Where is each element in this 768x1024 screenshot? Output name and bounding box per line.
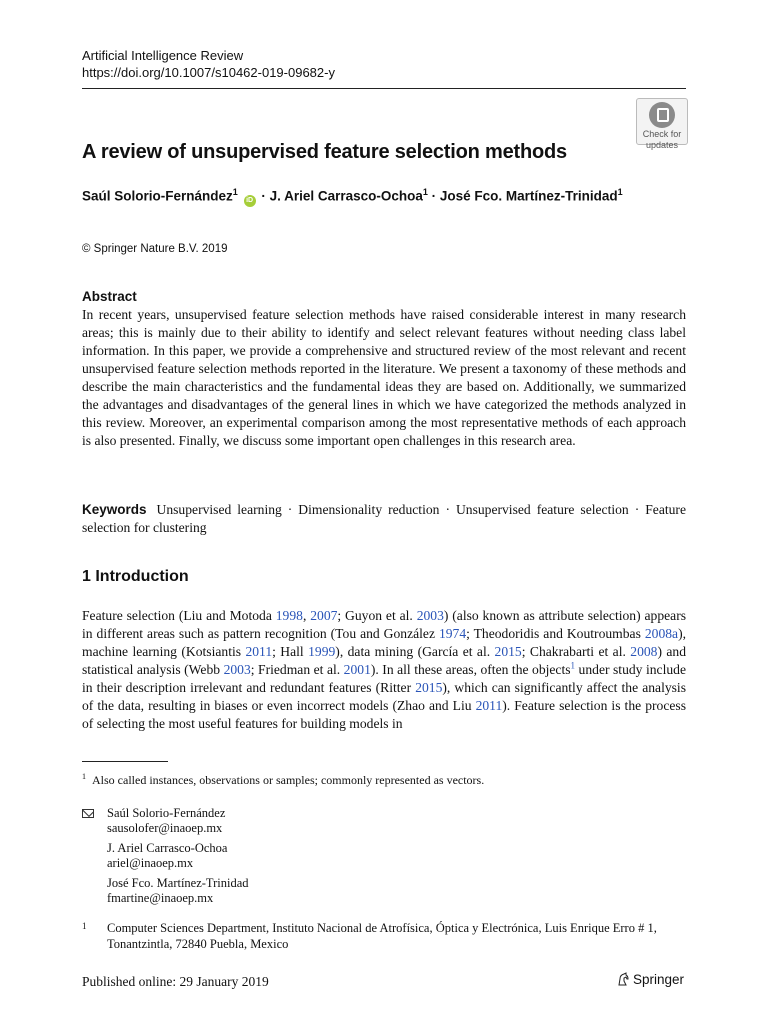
contact-author-1 [107, 806, 225, 836]
doi-link[interactable]: https://doi.org/10.1007/s10462-019-09682-y [82, 65, 335, 80]
intro-text: ) and statistical analysis (Webb [82, 644, 687, 677]
citation-link[interactable]: 2003 [416, 608, 444, 623]
intro-text: ), which can significantly affect the analysis of the data, resulting in biases or even incorrect models (Zhao and Liu [82, 680, 686, 713]
contact-email[interactable]: fmartine@inaoep.mx [107, 891, 214, 905]
author-1: Saúl Solorio-Fernández [82, 188, 233, 204]
intro-text: ). Feature selection is the process of selecting the most useful features for building models in [82, 698, 686, 731]
intro-text: ; Theodoridis and Koutroumbas [466, 626, 645, 641]
abstract-text: In recent years, unsupervised feature selection methods have raised considerable interest in many research areas; this is mainly due to their ability to identify and select relevant features without needing class label information. In this paper, we provide a comprehensive and structured review of the most relevant and recent unsupervised feature selection methods reported in the literature. We present a taxonomy of these methods and describe the main characteristics and the fundamental ideas they are based on. Additionally, we summarized the advantages and disadvantages of the general lines in which we have categorized the methods analyzed in this review. Moreover, an experimental comparison among the most representative methods of each approach is also presented. Finally, we discuss some important open challenges in this research area. [82, 307, 686, 448]
author-separator: · [257, 188, 270, 204]
intro-text: ; Friedman et al. [250, 662, 344, 677]
affiliation-text: Computer Sciences Department, Instituto Nacional de Atrofísica, Óptica y Electrónica, Luis Enrique Erro # 1, Tonantzintla, 72840 Puebla, Mexico [107, 921, 657, 951]
publisher-logo [616, 972, 684, 987]
author-2: J. Ariel Carrasco-Ochoa [269, 188, 423, 204]
contact-email[interactable]: ariel@inaoep.mx [107, 856, 194, 870]
intro-text: , [302, 608, 311, 623]
author-2-affil: 1 [422, 187, 428, 197]
citation-link[interactable]: 1974 [438, 626, 467, 641]
published-date: Published online: 29 January 2019 [82, 974, 269, 989]
citation-link[interactable]: 1999 [308, 644, 336, 659]
header-rule [82, 88, 686, 89]
introduction-paragraph [82, 607, 686, 733]
crossmark-icon [649, 102, 675, 128]
abstract-heading: Abstract [82, 289, 137, 304]
footnote-number: 1 [82, 772, 86, 781]
citation-link[interactable]: 2008a [644, 626, 679, 641]
intro-text: Feature selection (Liu and Motoda [82, 608, 276, 623]
citation-link[interactable]: 2007 [310, 608, 338, 623]
journal-header [82, 47, 335, 81]
intro-text: ) (also known as attribute selection) appears in different areas such as pattern recognition (Tou and González [82, 608, 687, 641]
citation-link[interactable]: 2011 [245, 644, 273, 659]
keywords-text: Unsupervised learning · Dimensionality reduction · Unsupervised feature selection · Feature selection for clustering [82, 502, 686, 535]
citation-link[interactable]: 2003 [223, 662, 251, 677]
publisher-name: Springer [633, 972, 685, 987]
footnote-text: Also called instances, observations or samples; commonly represented as vectors. [92, 773, 485, 787]
springer-horse-icon [616, 972, 630, 986]
author-3: José Fco. Martínez-Trinidad [439, 188, 618, 204]
contact-name: Saúl Solorio-Fernández [107, 806, 226, 820]
author-1-affil: 1 [232, 187, 238, 197]
footnote-rule [82, 761, 168, 762]
author-3-affil: 1 [617, 187, 623, 197]
intro-text: ). In all these areas, often the objects [370, 662, 571, 677]
intro-text: ; Hall [272, 644, 309, 659]
intro-text: ; Chakrabarti et al. [521, 644, 631, 659]
footnote-marker[interactable]: 1 [570, 660, 576, 671]
keywords-label: Keywords [82, 502, 147, 517]
citation-link[interactable]: 2015 [415, 680, 443, 695]
section-heading-introduction: 1 Introduction [82, 568, 189, 585]
envelope-icon [82, 809, 94, 818]
citation-link[interactable]: 2001 [343, 662, 371, 677]
crossmark-label-1: Check for [642, 129, 682, 139]
author-list [82, 187, 623, 207]
citation-link[interactable]: 2015 [494, 644, 522, 659]
crossmark-label-2: updates [645, 140, 679, 150]
footnote [82, 772, 484, 788]
author-separator: · [427, 188, 440, 204]
contact-author-2 [107, 841, 227, 871]
contact-name: J. Ariel Carrasco-Ochoa [107, 841, 228, 855]
intro-text: ; Guyon et al. [337, 608, 417, 623]
copyright-notice: © Springer Nature B.V. 2019 [82, 243, 228, 255]
intro-text: under study include in their description irrelevant and redundant features (Ritter [82, 662, 686, 695]
contact-author-3 [107, 876, 249, 906]
intro-text: ), machine learning (Kotsiantis [82, 626, 687, 659]
keywords [82, 501, 686, 537]
journal-name: Artificial Intelligence Review [82, 48, 244, 63]
affiliation-number: 1 [82, 921, 87, 931]
intro-text: ), data mining (García et al. [335, 644, 495, 659]
citation-link[interactable]: 2008 [630, 644, 658, 659]
check-for-updates-badge[interactable] [636, 98, 688, 150]
paper-title: A review of unsupervised feature selection methods [82, 141, 567, 163]
orcid-icon[interactable]: iD [244, 195, 256, 207]
citation-link[interactable]: 2011 [475, 698, 503, 713]
contact-email[interactable]: sausolofer@inaoep.mx [107, 821, 223, 835]
citation-link[interactable]: 1998 [275, 608, 303, 623]
contact-name: José Fco. Martínez-Trinidad [107, 876, 249, 890]
